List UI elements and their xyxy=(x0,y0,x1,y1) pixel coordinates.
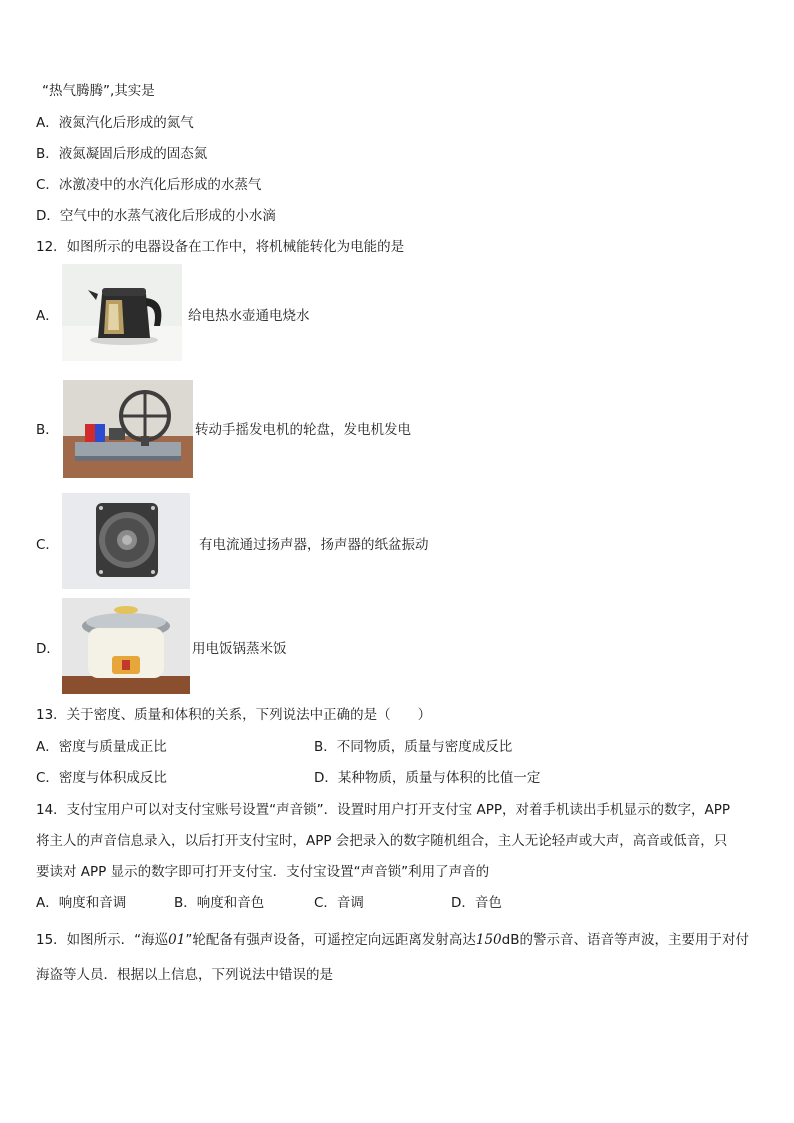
loudspeaker-photo xyxy=(62,493,190,589)
rice-cooker-photo xyxy=(62,598,190,694)
q12-option-c-caption: 有电流通过扬声器，扬声器的纸盆振动 xyxy=(199,537,429,553)
q15-line-1-b: ”轮配备有强声设备，可遥控定向远距离发射高达 xyxy=(185,932,476,948)
q12-option-d-letter: D． xyxy=(36,641,60,657)
q11-option-b: B．液氮凝固后形成的固态氮 xyxy=(36,146,208,162)
q12-option-d-caption: 用电饭锅蒸米饭 xyxy=(192,641,287,657)
q12-option-c-letter: C． xyxy=(36,537,59,553)
q15-line-1-c: dB的警示音、语音等声波，主要用于对付 xyxy=(501,932,749,948)
q14-option-a: A．响度和音调 xyxy=(36,895,127,911)
q13-option-c: C．密度与体积成反比 xyxy=(36,770,167,786)
q15-line-1 xyxy=(36,931,749,949)
q14-line-2: 将主人的声音信息录入，以后打开支付宝时，APP 会把录入的数字随机组合，主人无论轻声或大声，高音或低音，只 xyxy=(36,833,728,849)
q12-option-a-caption: 给电热水壶通电烧水 xyxy=(188,308,310,324)
q14-line-1: 14．支付宝用户可以对支付宝账号设置“声音锁”．设置时用户打开支付宝 APP，对着手机读出手机显示的数字，APP xyxy=(36,802,730,818)
q14-option-c: C．音调 xyxy=(314,895,364,911)
q14-option-d: D．音色 xyxy=(451,895,502,911)
q12-option-b-caption: 转动手摇发电机的轮盘，发电机发电 xyxy=(195,422,411,438)
q11-option-a: A．液氮汽化后形成的氮气 xyxy=(36,115,194,131)
electric-kettle-photo xyxy=(62,264,182,361)
q11-option-d: D．空气中的水蒸气液化后形成的小水滴 xyxy=(36,208,276,224)
q13-option-a: A．密度与质量成正比 xyxy=(36,739,167,755)
q12-option-b-letter: B． xyxy=(36,422,59,438)
q13-option-b: B．不同物质，质量与密度成反比 xyxy=(314,739,513,755)
q13-option-d: D．某种物质，质量与体积的比值一定 xyxy=(314,770,541,786)
q13-stem: 13．关于密度、质量和体积的关系，下列说法中正确的是（ ） xyxy=(36,707,432,723)
q15-line-1-a: 15．如图所示．“海巡 xyxy=(36,932,169,948)
q11-option-c: C．冰激凌中的水汽化后形成的水蒸气 xyxy=(36,177,262,193)
q15-ship-number: 01 xyxy=(168,932,186,948)
q14-option-b: B．响度和音色 xyxy=(174,895,265,911)
q11-stem: “热气腾腾”,其实是 xyxy=(42,83,155,99)
hand-crank-generator-photo xyxy=(63,380,193,478)
q12-stem: 12．如图所示的电器设备在工作中，将机械能转化为电能的是 xyxy=(36,239,405,255)
q14-line-3: 要读对 APP 显示的数字即可打开支付宝．支付宝设置“声音锁”利用了声音的 xyxy=(36,864,490,880)
q12-option-a-letter: A． xyxy=(36,308,59,324)
q15-db-value: 150 xyxy=(475,932,502,948)
q15-line-2: 海盗等人员．根据以上信息，下列说法中错误的是 xyxy=(36,967,333,983)
